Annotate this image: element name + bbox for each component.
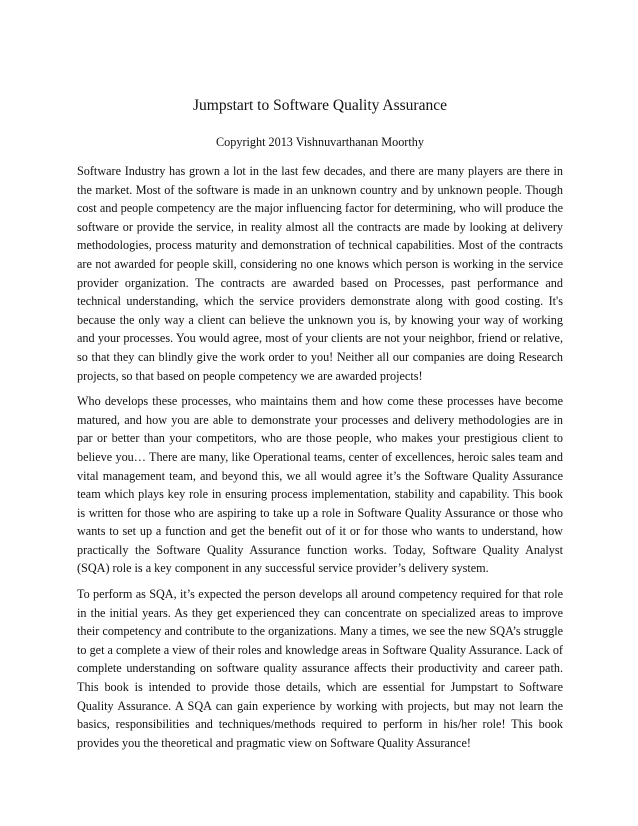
- paragraph-1: Software Industry has grown a lot in the last few decades, and there are many players are there in the market. Most of the software is made in an unknown country and by unknown people. Though cost and people competency are the major influencing factor for determining, who will produce the software or provide the service, in reality almost all the contracts are made by looking at delivery methodologies, process maturity and demonstration of technical capabilities. Most of the contracts are not awarded for people skill, considering no one knows which person is working in the service provider organization. The contracts are awarded based on Processes, past performance and technical understanding, which the service providers demonstrate along with good costing. It's because the only way a client can believe the unknown you is, by knowing your way of working and your processes. You would agree, most of your clients are not your neighbor, friend or relative, so that they can blindly give the work order to you! Neither all our companies are doing Research projects, so that based on people competency we are awarded projects!: [77, 164, 563, 383]
- document-page: [77, 96, 563, 759]
- paragraph-3: To perform as SQA, it’s expected the person develops all around competency required for that role in the initial years. As they get experienced they can concentrate on specialized areas to improve their competency and contribute to the organizations. Many a times, we see the new SQA’s struggle to get a complete a view of their roles and knowledge areas in Software Quality Assurance. Lack of complete understanding on software quality assurance affects their productivity and career path. This book is intended to provide those details, which are essential for Jumpstart to Software Quality Assurance. A SQA can gain experience by working with projects, but may not learn the basics, responsibilities and techniques/methods required to perform in his/her role! This book provides you the theoretical and pragmatic view on Software Quality Assurance!: [77, 587, 563, 750]
- paragraph-2: Who develops these processes, who maintains them and how come these processes have become matured, and how you are able to demonstrate your processes and delivery methodologies are in par or better than your competitors, who are those people, who makes your prestigious client to believe you… There are many, like Operational teams, center of excellences, heroic sales team and vital management team, and beyond this, we all would agree it’s the Software Quality Assurance team which plays key role in ensuring process implementation, stability and capability. This book is written for those who are aspiring to take up a role in Software Quality Assurance or those who wants to set up a function and get the benefit out of it or for those who wants to understand, how practically the Software Quality Assurance function works. Today, Software Quality Analyst (SQA) role is a key component in any successful service provider’s delivery system.: [77, 394, 563, 576]
- document-title: Jumpstart to Software Quality Assurance: [193, 97, 447, 114]
- copyright-line: Copyright 2013 Vishnuvarthanan Moorthy: [216, 135, 424, 149]
